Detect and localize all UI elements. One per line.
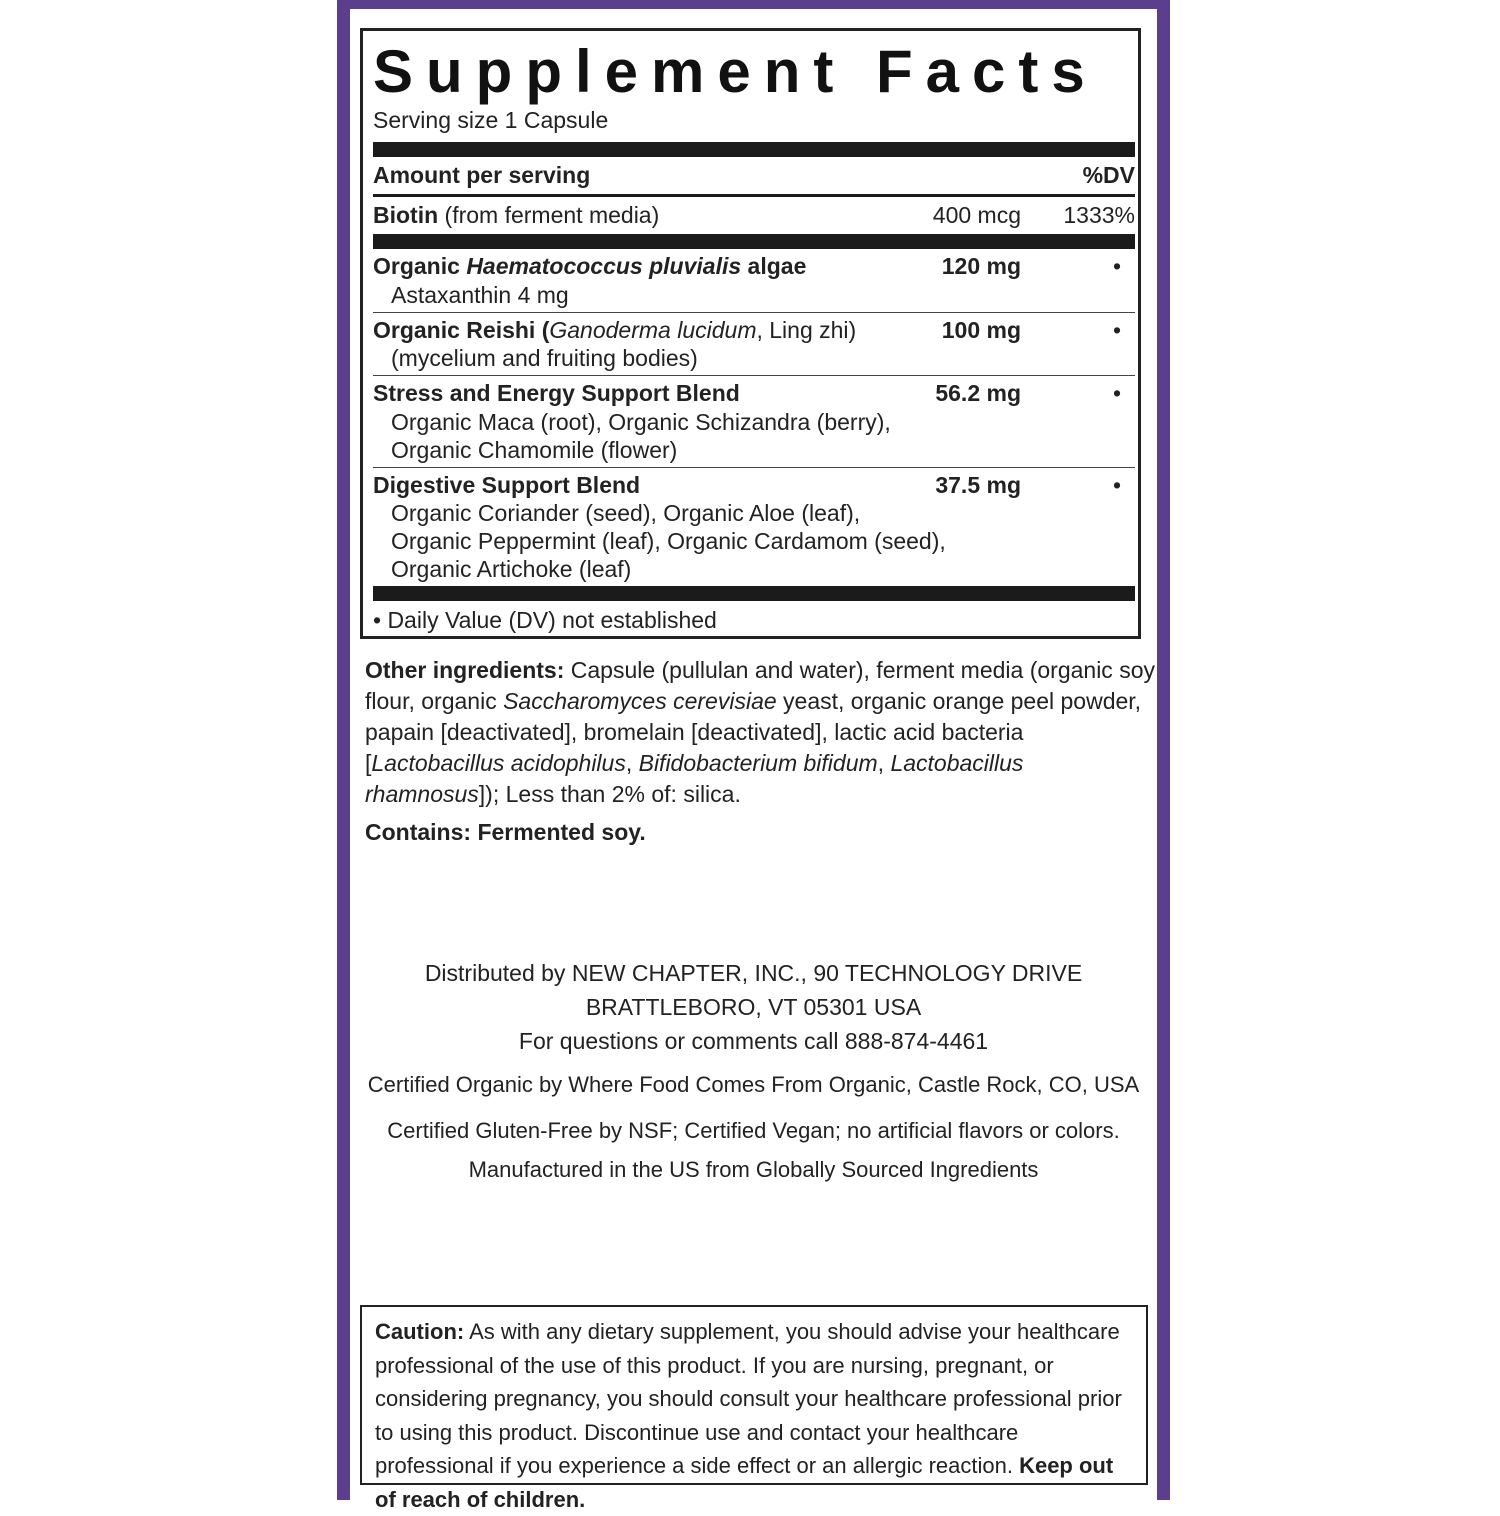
manufactured-statement: Manufactured in the US from Globally Sourced Ingredients xyxy=(468,1157,1039,1182)
label-right-border xyxy=(1157,0,1170,1500)
other-italic: Lactobacillus rhamnosus xyxy=(365,750,1024,807)
biotin-amount: 400 mcg xyxy=(932,202,1021,228)
label-left-border xyxy=(337,0,350,1500)
divider-thin xyxy=(373,312,1135,313)
divider-thick xyxy=(373,234,1135,249)
algae-row-name xyxy=(373,253,806,280)
facts-title: Supplement Facts xyxy=(373,38,1098,105)
algae-name-post: algae xyxy=(741,253,807,279)
dv-header: %DV xyxy=(1082,162,1135,188)
certified-gluten-free: Certified Gluten-Free by NSF; Certified Vegan; no artificial flavors or colors. xyxy=(387,1118,1120,1143)
digestive-blend-sub1: Organic Coriander (seed), Organic Aloe (leaf), xyxy=(391,500,861,526)
reishi-name-italic: Ganoderma lucidum xyxy=(549,317,757,343)
serving-size: Serving size 1 Capsule xyxy=(373,107,609,133)
stress-blend-sub1: Organic Maca (root), Organic Schizandra (berry), xyxy=(391,409,891,435)
algae-dv: • xyxy=(1112,253,1121,279)
biotin-row-name xyxy=(373,202,659,229)
digestive-blend-dv: • xyxy=(1112,472,1121,498)
other-text: Capsule (pullulan and water), ferment media (organic soy flour, organic xyxy=(365,657,1155,714)
other-italic: Saccharomyces cerevisiae xyxy=(503,688,777,714)
other-text: , xyxy=(877,750,891,776)
distributor-phone: For questions or comments call 888-874-4461 xyxy=(518,1028,989,1054)
distributor-line-2: BRATTLEBORO, VT 05301 USA xyxy=(585,994,922,1020)
other-text: ]); Less than 2% of: silica. xyxy=(478,781,741,807)
biotin-source: (from ferment media) xyxy=(438,202,660,228)
keep-out-of-reach: Keep out of reach of children. xyxy=(375,1453,1114,1512)
product-label xyxy=(350,9,1157,1512)
certified-organic: Certified Organic by Where Food Comes From Organic, Castle Rock, CO, USA xyxy=(367,1072,1140,1097)
divider-medium xyxy=(373,194,1135,197)
other-ingredients xyxy=(365,655,1155,810)
reishi-sub: (mycelium and fruiting bodies) xyxy=(391,345,698,371)
digestive-blend-sub2: Organic Peppermint (leaf), Organic Cardamom (seed), xyxy=(391,528,946,554)
reishi-name-pre: Organic Reishi ( xyxy=(373,317,550,343)
other-italic: Bifidobacterium bifidum xyxy=(638,750,878,776)
distributor-line-1: Distributed by NEW CHAPTER, INC., 90 TECHNOLOGY DRIVE xyxy=(424,960,1083,986)
supplement-facts-panel xyxy=(360,28,1141,639)
divider-thick xyxy=(373,586,1135,601)
stress-blend-name: Stress and Energy Support Blend xyxy=(373,380,740,406)
digestive-blend-name: Digestive Support Blend xyxy=(373,472,641,498)
reishi-dv: • xyxy=(1112,317,1121,343)
algae-name-italic: Haematococcus pluvialis xyxy=(466,253,742,279)
biotin-dv: 1333% xyxy=(1063,202,1135,228)
reishi-amount: 100 mg xyxy=(941,317,1021,343)
other-text: yeast, organic orange peel powder, papain [deactivated], bromelain [deactivated], lactic acid bacteria [ xyxy=(365,688,1142,776)
astaxanthin-sub: Astaxanthin 4 mg xyxy=(391,282,569,308)
biotin-name: Biotin xyxy=(373,202,439,228)
digestive-blend-sub3: Organic Artichoke (leaf) xyxy=(391,556,632,582)
amount-per-serving-header: Amount per serving xyxy=(373,162,591,188)
caution-label: Caution: xyxy=(375,1319,465,1344)
contains-statement: Contains: Fermented soy. xyxy=(365,819,646,845)
caution-text: As with any dietary supplement, you should advise your healthcare professional of the use of this product. If you are nursing, pregnant, or considering pregnancy, you should consult your healthcare professional prior to using this product. Discontinue use and contact your healthcare professional if you experience a side effect or an allergic reaction. xyxy=(375,1319,1122,1478)
reishi-row-name xyxy=(373,317,856,344)
other-ingredients-label: Other ingredients: xyxy=(365,657,565,683)
caution-box xyxy=(360,1305,1148,1512)
stress-blend-dv: • xyxy=(1112,380,1121,406)
other-italic: Lactobacillus acidophilus xyxy=(371,750,626,776)
stress-blend-amount: 56.2 mg xyxy=(935,380,1021,406)
divider-thick xyxy=(373,142,1135,157)
label-top-border xyxy=(337,0,1170,9)
algae-name-pre: Organic xyxy=(373,253,467,279)
algae-amount: 120 mg xyxy=(941,253,1021,279)
other-text: , xyxy=(625,750,639,776)
divider-thin xyxy=(373,467,1135,468)
stress-blend-sub2: Organic Chamomile (flower) xyxy=(391,437,678,463)
divider-thin xyxy=(373,375,1135,376)
digestive-blend-amount: 37.5 mg xyxy=(935,472,1021,498)
reishi-name-post: , Ling zhi) xyxy=(756,317,857,343)
dv-footnote: • Daily Value (DV) not established xyxy=(373,607,717,633)
